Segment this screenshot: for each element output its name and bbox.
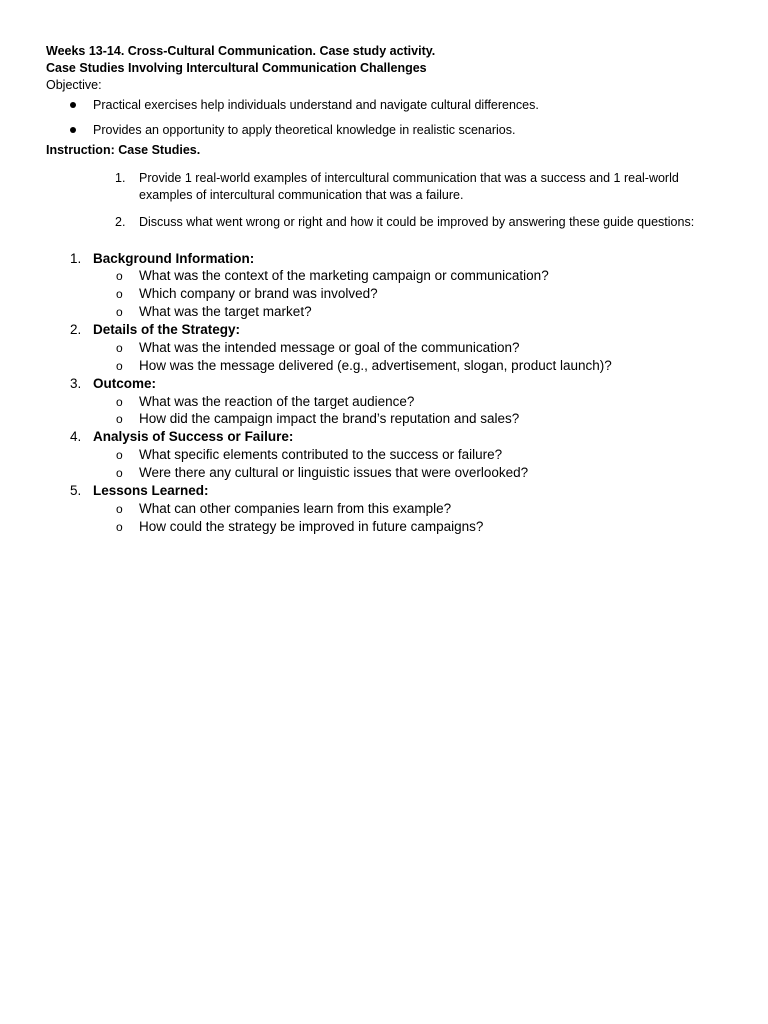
- sub-bullet-icon: o: [116, 412, 123, 426]
- instruction-number: 2.: [115, 215, 126, 229]
- section-number: 3.: [70, 376, 82, 391]
- guide-question: How could the strategy be improved in future campaigns?: [139, 519, 484, 534]
- section-heading: Outcome:: [93, 376, 157, 391]
- guide-question: How did the campaign impact the brand’s reputation and sales?: [139, 411, 520, 426]
- guide-question: What specific elements contributed to the success or failure?: [139, 447, 503, 462]
- guide-question: What was the target market?: [139, 304, 312, 319]
- section-number: 1.: [70, 251, 82, 266]
- sub-bullet-icon: o: [116, 502, 123, 516]
- bullet-icon: [70, 102, 76, 108]
- section-number: 5.: [70, 483, 82, 498]
- guide-question: Which company or brand was involved?: [139, 286, 378, 301]
- sub-bullet-icon: o: [116, 395, 123, 409]
- sub-bullet-icon: o: [116, 466, 123, 480]
- sub-bullet-icon: o: [116, 341, 123, 355]
- guide-question: What can other companies learn from this example?: [139, 501, 452, 516]
- guide-question: What was the context of the marketing campaign or communication?: [139, 268, 549, 283]
- objective-bullet: Practical exercises help individuals understand and navigate cultural differences.: [93, 98, 539, 112]
- sub-bullet-icon: o: [116, 520, 123, 534]
- section-heading: Background Information:: [93, 251, 255, 266]
- objective-bullet: Provides an opportunity to apply theoretical knowledge in realistic scenarios.: [93, 123, 516, 137]
- objective-label: Objective:: [46, 78, 102, 92]
- instruction-number: 1.: [115, 171, 126, 185]
- section-heading: Details of the Strategy:: [93, 322, 241, 337]
- section-number: 4.: [70, 429, 82, 444]
- sub-bullet-icon: o: [116, 287, 123, 301]
- section-number: 2.: [70, 322, 82, 337]
- guide-question: What was the intended message or goal of the communication?: [139, 340, 520, 355]
- instruction-text: Provide 1 real-world examples of intercultural communication that was a success and 1 real-world: [139, 171, 679, 185]
- document-title: Weeks 13-14. Cross-Cultural Communication. Case study activity.: [46, 44, 436, 58]
- guide-question: Were there any cultural or linguistic issues that were overlooked?: [139, 465, 529, 480]
- bullet-icon: [70, 127, 76, 133]
- sub-bullet-icon: o: [116, 269, 123, 283]
- instruction-text: examples of intercultural communication that was a failure.: [139, 188, 464, 202]
- sub-bullet-icon: o: [116, 305, 123, 319]
- instruction-label: Instruction: Case Studies.: [46, 143, 201, 157]
- sub-bullet-icon: o: [116, 359, 123, 373]
- instruction-text: Discuss what went wrong or right and how it could be improved by answering these guide questions:: [139, 215, 695, 229]
- section-heading: Lessons Learned:: [93, 483, 209, 498]
- guide-question: What was the reaction of the target audience?: [139, 394, 415, 409]
- guide-question: How was the message delivered (e.g., advertisement, slogan, product launch)?: [139, 358, 612, 373]
- section-heading: Analysis of Success or Failure:: [93, 429, 294, 444]
- document-subtitle: Case Studies Involving Intercultural Communication Challenges: [46, 61, 427, 75]
- sub-bullet-icon: o: [116, 448, 123, 462]
